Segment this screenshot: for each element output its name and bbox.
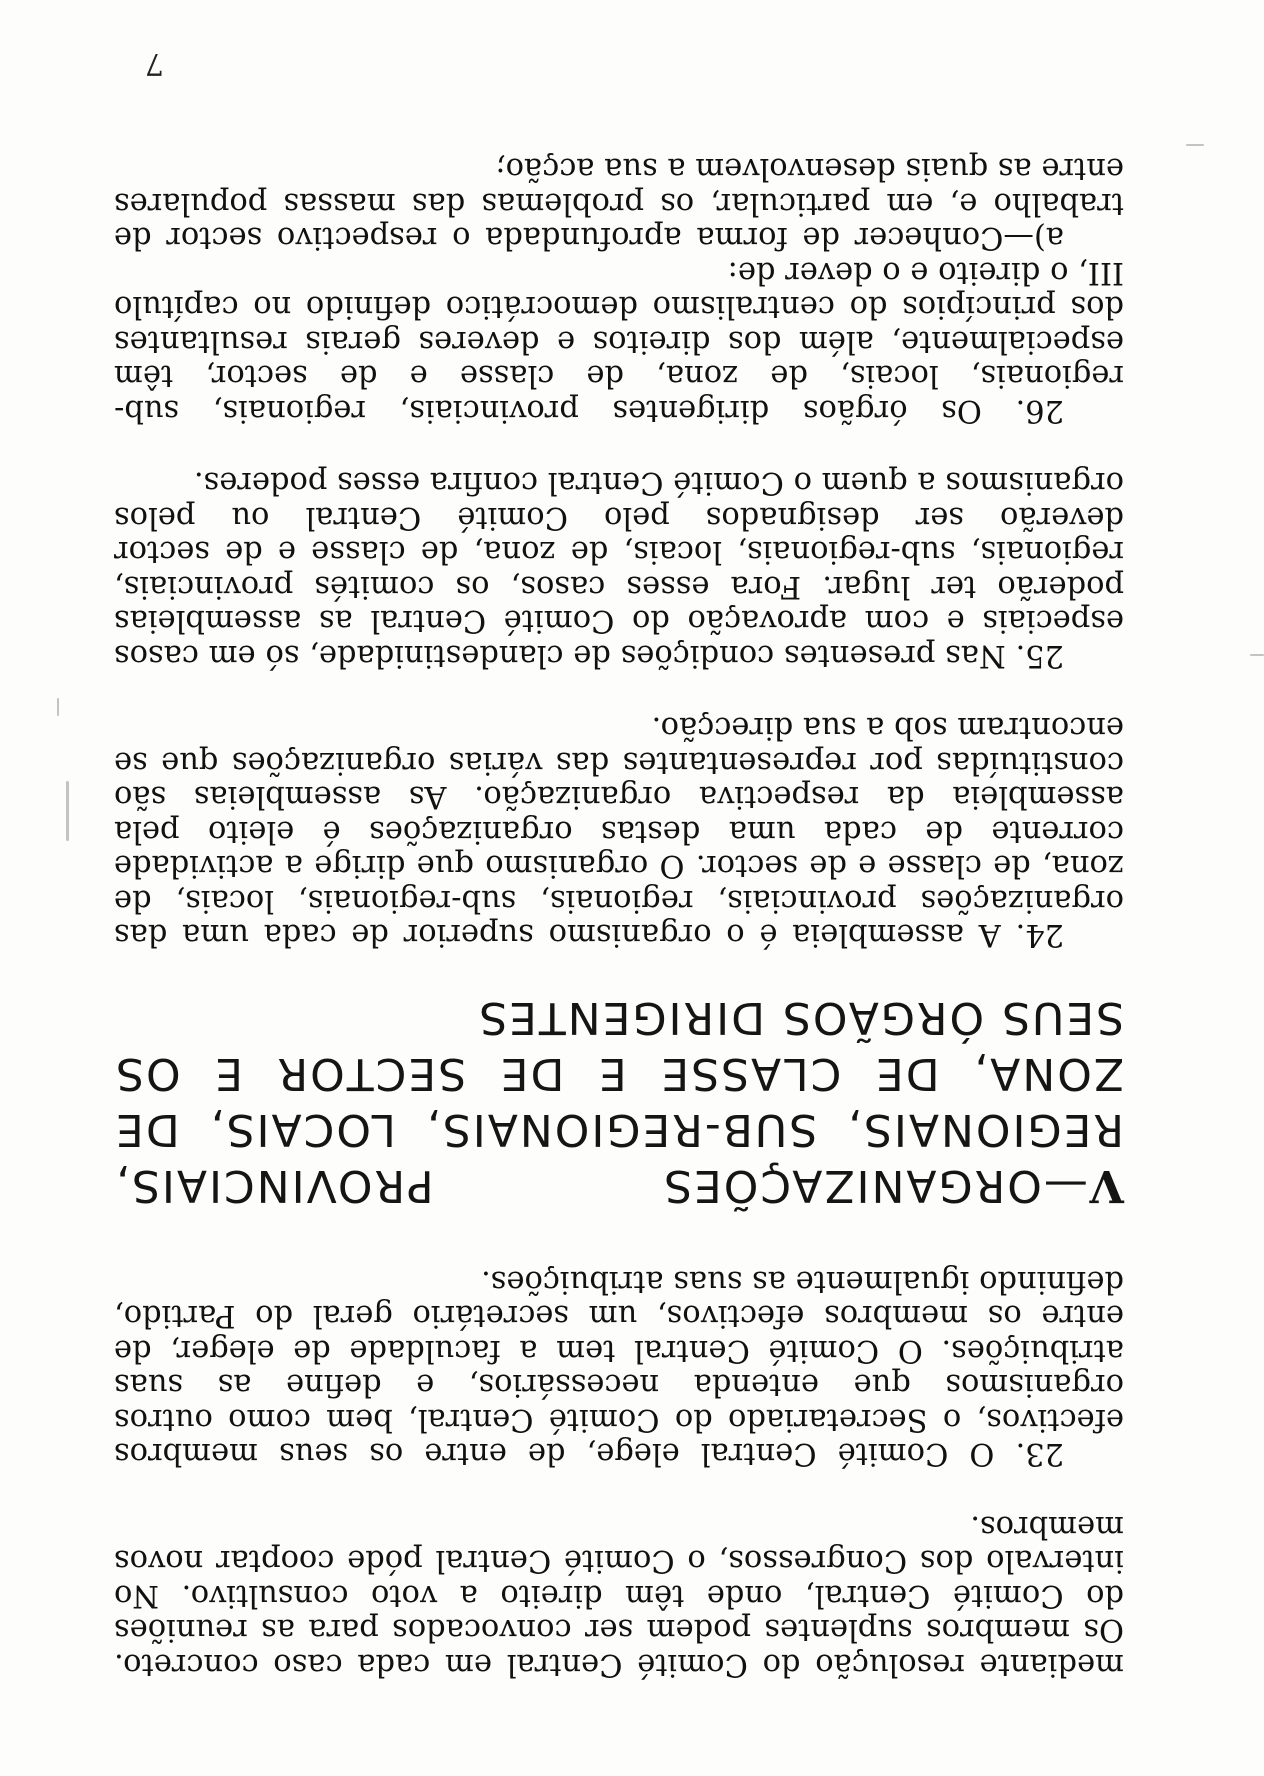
- paragraph-23: 23. O Comité Central elege, de entre os seus membros efectivos, o Secretariado do Comité Central, bem como outros organismos que entenda necessários, e define as suas atribuições. O Comité Central tem a faculdade de eleger, de entre os membros efectivos, um secretário geral do Partido, definindo igualmente as suas atribuições.: [114, 1264, 1124, 1472]
- scan-artifact: [66, 781, 69, 841]
- scan-artifact: [57, 698, 59, 716]
- spacer: [114, 952, 1124, 990]
- section-dash: —: [1041, 1160, 1088, 1212]
- page-number: 7: [144, 46, 164, 81]
- section-heading: [114, 990, 1124, 1214]
- paragraph-24: 24. A assembleia é o organismo superior de cada uma das organizações provinciais, regionais, sub-regionais, locais, de zona, de classe e de sector. O organismo que dirige a actividade corrente de cada uma destas organizações é eleito pela assembleia da respectiva organização. As assembleias são constituídas por representantes das várias organizações que se encontram sob a sua direcção.: [114, 710, 1124, 953]
- spacer: [114, 1214, 1124, 1264]
- continuation-paragraph: mediante resolução do Comité Central em cada caso concreto. Os membros suplentes podem ser convocados para as reuniões do Comité Central, onde têm direito a voto consultivo. No intervalo dos Congressos, o Comité Central póde cooptar novos membros.: [114, 1509, 1124, 1682]
- spacer: [114, 1471, 1124, 1509]
- section-number: V: [1087, 1160, 1124, 1212]
- paragraph-25: 25. Nas presentes condições de clandestinidade, só em casos especiais e com aprovação do Comité Central as assembleias poderão ter lugar. Fora esses casos, os comités provinciais, regionais, sub-regionais, locais, de zona, de classe e de sector deverão ser designados pelo Comité Central ou pelos organismos a quem o Comité Central confira esses poderes.: [114, 465, 1124, 673]
- list-item-a: a)—Conhecer de forma aprofundada o respectivo sector de trabalho e, em particular, os problemas das massas populares entre as quais desenvolvem a sua acção;: [114, 151, 1124, 256]
- scan-artifact: [1186, 144, 1204, 146]
- spacer: [114, 427, 1124, 465]
- text-column: [114, 151, 1124, 1681]
- spacer: [114, 672, 1124, 710]
- scan-artifact: [1250, 654, 1264, 656]
- section-title: ORGANIZAÇÕES PROVINCIAIS, REGIONAIS, SUB-REGIONAIS, LOCAIS, DE ZONA, DE CLASSE E DE SECTOR E OS SEUS ÓRGÃOS DIRIGENTES: [114, 992, 1124, 1212]
- paragraph-26: 26. Os órgãos dirigentes provinciais, regionais, sub-regionais, locais, de zona, de classe e de sector, têm especialmente, além dos direitos e deveres gerais resultantes dos princípios do centralismo democrático definido no capítulo III, o direito e o dever de:: [114, 255, 1124, 428]
